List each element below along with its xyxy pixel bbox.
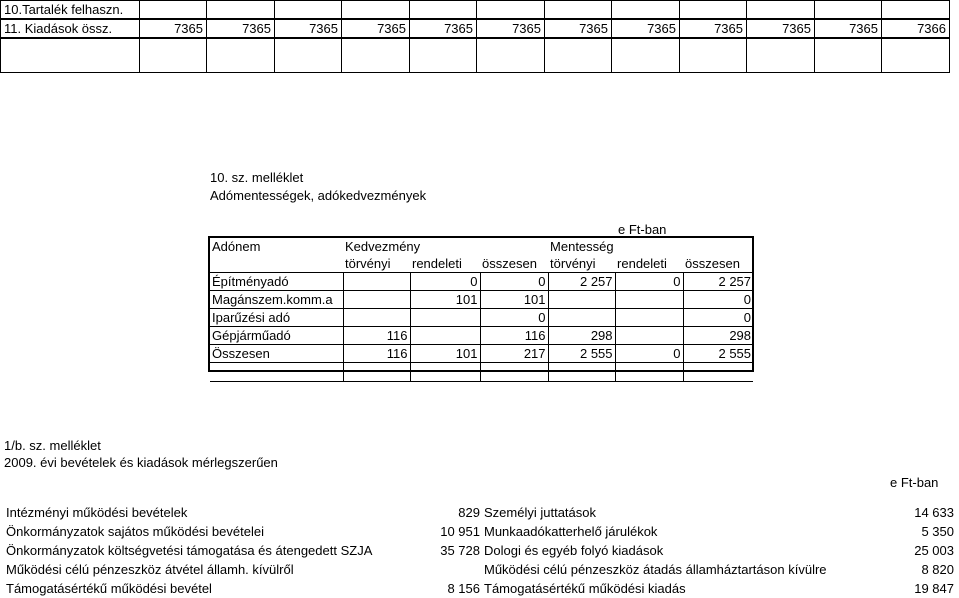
table-row <box>210 273 753 291</box>
cell-value: 7366 <box>882 19 950 38</box>
table-row <box>1 1 950 20</box>
header-osszesen: összesen <box>482 256 537 271</box>
cell-value: 0 <box>410 273 480 291</box>
table-row <box>210 363 753 382</box>
cell-value: 2 555 <box>683 345 753 363</box>
table-row <box>210 327 753 345</box>
header-rendeleti: rendeleti <box>412 256 462 271</box>
cell-value: 7365 <box>207 19 275 38</box>
expense-item: Támogatásértékű működési kiadás <box>484 581 686 596</box>
cell-value: 217 <box>480 345 548 363</box>
cell-value <box>615 309 683 327</box>
cell-value: 7365 <box>275 19 342 38</box>
row-label: 10.Tartalék felhaszn. <box>1 1 140 20</box>
cell-value: 0 <box>480 309 548 327</box>
expense-item: Működési célú pénzeszköz átadás államháztartáson kívülre <box>484 562 827 577</box>
annex-title: 10. sz. melléklet <box>210 170 304 185</box>
cell-value: 2 555 <box>548 345 615 363</box>
cell-value: 101 <box>410 291 480 309</box>
table-row <box>4 541 956 560</box>
cell-value: 0 <box>683 291 753 309</box>
cell-value <box>343 291 410 309</box>
table-row <box>1 19 950 38</box>
expense-value: 19 847 <box>914 581 954 596</box>
cell-value: 0 <box>615 273 683 291</box>
expense-value: 14 633 <box>914 505 954 520</box>
revenue-value: 35 728 <box>440 543 480 558</box>
table-row <box>4 560 956 579</box>
summary-table-fragment <box>0 0 950 73</box>
table-row <box>1 38 950 73</box>
cell-value: 0 <box>615 345 683 363</box>
cell-value: 116 <box>343 327 410 345</box>
header-kedvezmeny: Kedvezmény <box>345 239 421 254</box>
cell-value: 298 <box>548 327 615 345</box>
revenue-item: Önkormányzatok sajátos működési bevételei <box>6 524 264 539</box>
cell-value: 7365 <box>612 19 680 38</box>
header-rendeleti: rendeleti <box>617 256 667 271</box>
cell-value <box>615 327 683 345</box>
cell-value <box>410 309 480 327</box>
cell-value <box>410 327 480 345</box>
revenue-value: 829 <box>458 505 480 520</box>
cell-value <box>548 291 615 309</box>
header-torvenyi: törvényi <box>550 256 596 271</box>
table-row <box>210 309 753 327</box>
cell-value: 7365 <box>477 19 545 38</box>
cell-value: 7365 <box>140 19 207 38</box>
cell-value: 101 <box>410 345 480 363</box>
expense-value: 8 820 <box>921 562 954 577</box>
cell-value: 7365 <box>815 19 882 38</box>
tax-name: Gépjárműadó <box>210 327 343 345</box>
cell-value: 116 <box>480 327 548 345</box>
tax-relief-table <box>210 238 753 382</box>
unit-label: e Ft-ban <box>890 475 939 490</box>
cell-value: 7365 <box>410 19 477 38</box>
annex-title: 1/b. sz. melléklet <box>4 438 101 453</box>
cell-value: 101 <box>480 291 548 309</box>
table-row <box>4 522 956 541</box>
cell-value <box>615 291 683 309</box>
cell-value: 2 257 <box>683 273 753 291</box>
cell-value: 0 <box>683 309 753 327</box>
revenue-item: Működési célú pénzeszköz átvétel államh. kívülről <box>6 562 294 577</box>
annex-subtitle: Adómentességek, adókedvezmények <box>210 188 427 203</box>
expense-item: Munkaadókatterhelő járulékok <box>484 524 658 539</box>
cell-value <box>343 309 410 327</box>
expense-item: Személyi juttatások <box>484 505 596 520</box>
total-row <box>210 345 753 363</box>
cell-value: 2 257 <box>548 273 615 291</box>
revenue-value: 8 156 <box>447 581 480 596</box>
tax-name: Építményadó <box>210 273 343 291</box>
header-row <box>210 238 753 255</box>
cell-value: 7365 <box>545 19 612 38</box>
balance-table <box>4 503 956 598</box>
expense-value: 25 003 <box>914 543 954 558</box>
cell-value: 7365 <box>680 19 747 38</box>
revenue-value: 10 951 <box>440 524 480 539</box>
header-adonem: Adónem <box>212 239 261 254</box>
revenue-item: Önkormányzatok költségvetési támogatása és átengedett SZJA <box>6 543 373 558</box>
row-label: 11. Kiadások össz. <box>1 19 140 38</box>
tax-name: Magánszem.komm.a <box>210 291 343 309</box>
annex-subtitle: 2009. évi bevételek és kiadások mérlegszerűen <box>4 455 278 470</box>
revenue-item: Intézményi működési bevételek <box>6 505 188 520</box>
table-row <box>4 503 956 522</box>
expense-item: Dologi és egyéb folyó kiadások <box>484 543 664 558</box>
header-mentesseg: Mentesség <box>550 239 614 254</box>
cell-value: 116 <box>343 345 410 363</box>
cell-value <box>548 309 615 327</box>
table-row <box>4 579 956 598</box>
cell-value: 7365 <box>747 19 815 38</box>
table-row <box>210 291 753 309</box>
header-osszesen: összesen <box>685 256 740 271</box>
cell-value: 7365 <box>342 19 410 38</box>
tax-name: Iparűzési adó <box>210 309 343 327</box>
subheader-row <box>210 255 753 273</box>
cell-value <box>343 273 410 291</box>
header-torvenyi: törvényi <box>345 256 391 271</box>
revenue-item: Támogatásértékű működési bevétel <box>6 581 212 596</box>
cell-value: 298 <box>683 327 753 345</box>
expense-value: 5 350 <box>921 524 954 539</box>
cell-value: 0 <box>480 273 548 291</box>
unit-label: e Ft-ban <box>618 222 667 237</box>
revenue-value <box>424 560 482 579</box>
tax-name: Összesen <box>210 345 343 363</box>
